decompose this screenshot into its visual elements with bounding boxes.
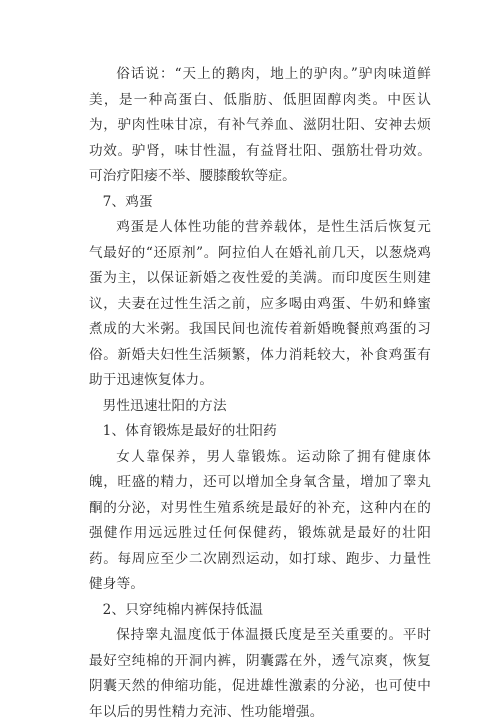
- subheading-exercise: 1、体育锻炼是最好的壮阳药: [102, 423, 277, 439]
- paragraph-cotton-underwear: 保持睾丸温度低于体温摄氏度是至关重要的。平时最好空纯棉的开洞内裤，阴囊露在外，透气凉爽，恢复阴囊天然的伸缩功能，促进雄性激素的分泌，也可使中年以后的男性精力充沛、性功能增强。: [89, 627, 431, 720]
- paragraph-donkey-meat: 俗话说：“天上的鹅肉，地上的驴肉。”驴肉味道鲜美，是一种高蛋白、低脂肪、低胆固醇肉类。中医认为，驴肉性味甘凉，有补气养血、滋阴壮阳、安神去烦功效。驴肾，味甘性温，有益肾壮阳、强筋壮骨功效。可治疗阳痿不举、腰膝酸软等症。: [89, 66, 431, 184]
- section-heading-methods: 男性迅速壮阳的方法: [102, 397, 227, 414]
- paragraph-eggs: 鸡蛋是人体性功能的营养载体，是性生活后恢复元气最好的“还原剂”。阿拉伯人在婚礼前几天，以葱烧鸡蛋为主，以保证新婚之夜性爱的美满。而印度医生则建议，夫妻在过性生活之前，应多喝由鸡蛋、牛奶和蜂蜜煮成的大米粥。我国民间也流传着新婚晚餐煎鸡蛋的习俗。新婚夫妇性生活频繁，体力消耗较大，补食鸡蛋有助于迅速恢复体力。: [89, 219, 431, 388]
- article-body: [89, 62, 431, 725]
- paragraph-exercise: 女人靠保养，男人靠锻炼。运动除了拥有健康体魄，旺盛的精力，还可以增加全身氧含量，增加了睾丸酮的分泌，对男性生殖系统是最好的补充，这种内在的强健作用远远胜过任何保健药，锻炼就是最好的壮阳药。每周应至少二次剧烈运动，如打球、跑步、力量性健身等。: [89, 448, 431, 592]
- section-heading-eggs: 7、鸡蛋: [102, 193, 153, 210]
- subheading-cotton-underwear: 2、只穿纯棉内裤保持低温: [102, 601, 264, 618]
